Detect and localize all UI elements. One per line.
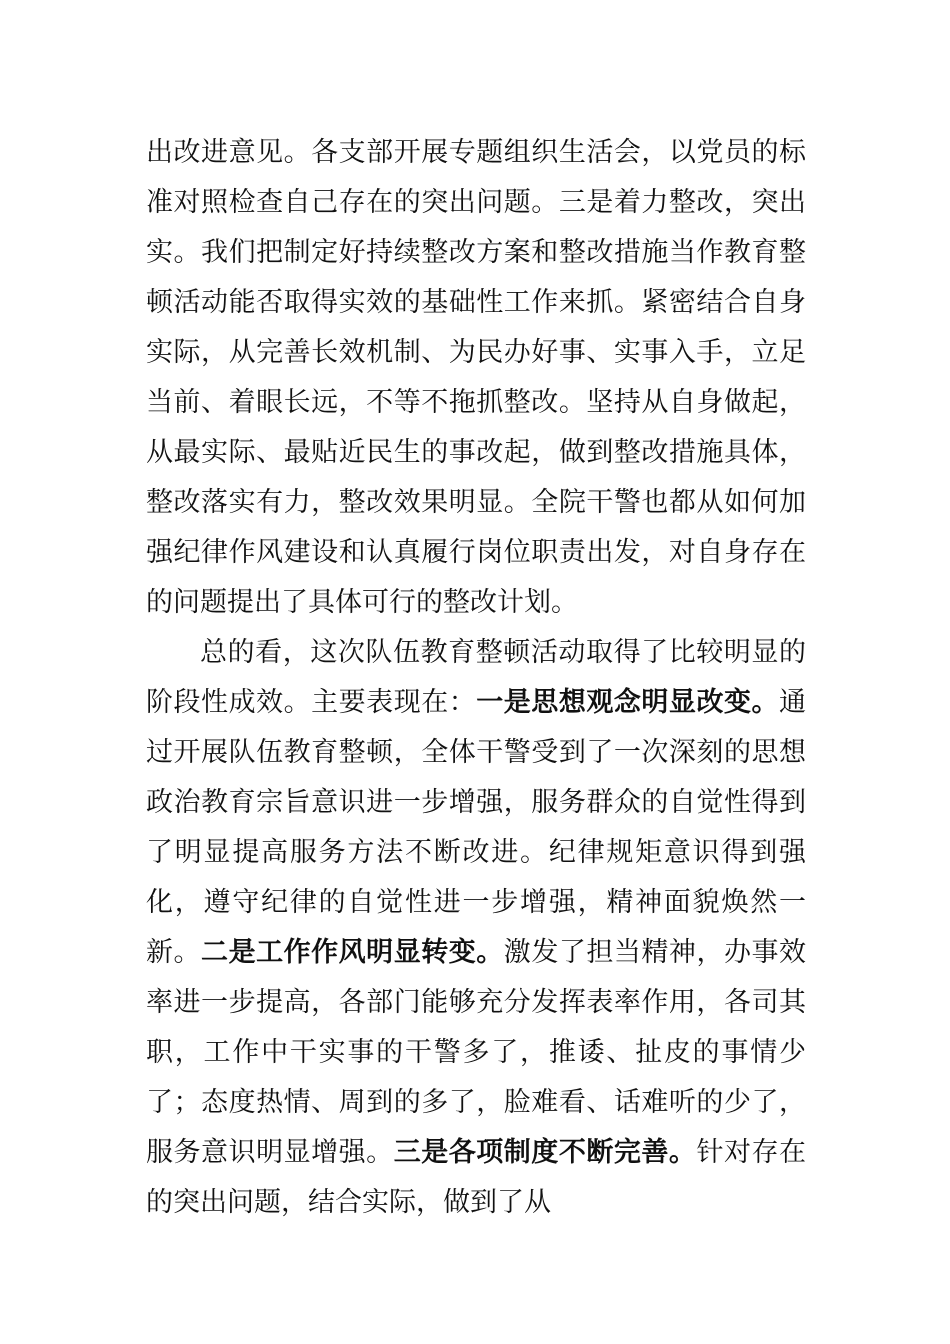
document-page — [146, 128, 806, 1228]
bold-heading-thought: 一是思想观念明显改变。 — [476, 687, 780, 718]
text-run: 通过开展队伍教育整顿，全体干警受到了一次深刻的思想政治教育宗旨意识进一步增强，服务群众的自觉性得到了明显提高服务方法不断改进。纪律规矩意识得到强化，遵守纪律的自觉性进一步增强，精神面貌焕然一新。 — [146, 687, 807, 968]
paragraph-rectification — [146, 128, 806, 628]
text-run: 激发了担当精神，办事效率进一步提高，各部门能够充分发挥表率作用，各司其职，工作中干实事的干警多了，推诿、扯皮的事情少了；态度热情、周到的多了，脸难看、话难听的少了，服务意识明显增强。 — [146, 937, 807, 1168]
paragraph-achievements — [146, 628, 806, 1228]
text-run: 针对存在的突出问题，结合实际，做到了从 — [146, 1137, 807, 1218]
bold-heading-systems: 三是各项制度不断完善。 — [393, 1137, 697, 1168]
text-run: 总的看，这次队伍教育整顿活动取得了比较明显的阶段性成效。主要表现在： — [146, 637, 806, 718]
bold-heading-workstyle: 二是工作作风明显转变。 — [201, 937, 504, 968]
text-run: 出改进意见。各支部开展专题组织生活会，以党员的标准对照检查自己存在的突出问题。三是着力整改，突出实。我们把制定好持续整改方案和整改措施当作教育整顿活动能否取得实效的基础性工作来抓。紧密结合自身实际，从完善长效机制、为民办好事、实事入手，立足当前、着眼长远，不等不拖抓整改。坚持从自身做起，从最实际、最贴近民生的事改起，做到整改措施具体，整改落实有力，整改效果明显。全院干警也都从如何加强纪律作风建设和认真履行岗位职责出发，对自身存在的问题提出了具体可行的整改计划。 — [146, 137, 806, 618]
